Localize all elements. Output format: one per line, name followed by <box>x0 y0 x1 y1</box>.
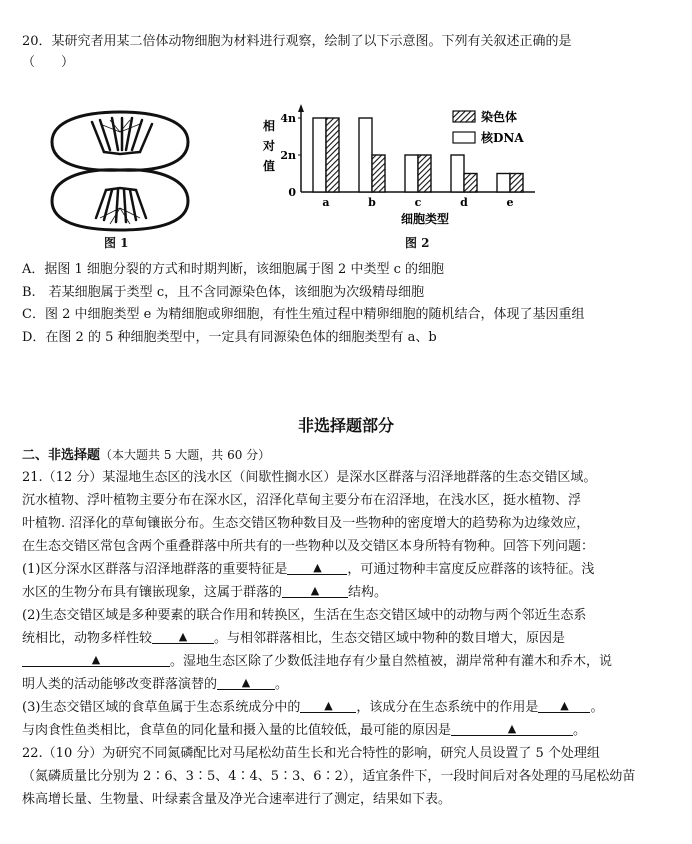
q21-line-10 <box>22 676 288 694</box>
section-title: 非选择题部分 <box>297 416 394 435</box>
y-tick-label: 4n <box>280 112 296 125</box>
q20-option-d: D．在图 2 的 5 种细胞类型中，一定具有同源染色体的细胞类型有 a、b <box>22 330 437 345</box>
q21-line-4: 在生态交错区常包含两个重叠群落中所共有的一些物种以及交错区本身所特有物种。回答下列问题： <box>22 539 595 554</box>
q20-option-b: B. 若某细胞属于类型 c，且不含同源染色体，该细胞为次级精母细胞 <box>22 285 425 300</box>
q21-line-11 <box>22 699 603 717</box>
bar-chromosome-a <box>326 118 339 192</box>
answer-blank-3[interactable] <box>152 630 214 644</box>
q21-3-text-e: 。 <box>573 723 587 738</box>
q21-3-text-d: 与肉食性鱼类相比，食草鱼的同化量和摄入量的比值较低，最可能的原因是 <box>22 723 452 738</box>
bar-dna-d <box>451 155 464 192</box>
bar-dna-b <box>359 118 372 192</box>
blank-marker: ▲ <box>241 676 251 689</box>
q21-line-6 <box>22 584 387 602</box>
answer-blank-5[interactable] <box>217 676 275 690</box>
answer-blank-2[interactable] <box>282 584 348 598</box>
blank-marker: ▲ <box>560 699 569 712</box>
q21-line-5 <box>22 561 594 579</box>
bar-chromosome-e <box>510 174 523 193</box>
legend-swatch-dna <box>453 132 475 143</box>
answer-blank-7[interactable] <box>538 699 590 713</box>
q21-1-text-c: 水区的生物分布具有镶嵌现象，这属于群落的 <box>22 585 283 600</box>
category-label-c: c <box>414 196 422 209</box>
q21-line-9 <box>22 653 612 671</box>
q21-line-1: 21.（12 分）某湿地生态区的浅水区（间歇性搁水区）是深水区群落与沼泽地群落的生态交错区域。 <box>22 470 597 485</box>
q21-3-text-c: 。 <box>590 700 604 715</box>
legend-swatch-chromosome <box>453 111 475 122</box>
q20-option-c: C．图 2 中细胞类型 e 为精细胞或卵细胞，有性生殖过程中精卵细胞的随机结合，体现了基因重组 <box>22 307 585 322</box>
part2-note: （本大题共 5 大题，共 60 分） <box>100 448 271 462</box>
bar-chromosome-d <box>464 174 477 193</box>
figure-2-caption: 图 2 <box>405 236 430 250</box>
q21-line-12 <box>22 722 586 740</box>
blank-marker: ▲ <box>91 653 101 666</box>
bar-dna-a <box>313 118 326 192</box>
category-label-d: d <box>460 196 468 209</box>
q21-2-text-d: 明人类的活动能够改变群落演替的 <box>22 677 218 692</box>
category-label-a: a <box>322 196 330 209</box>
y-axis-label-char: 相 <box>262 119 276 133</box>
cell-outline <box>52 112 188 230</box>
y-tick-label: 2n <box>280 149 296 162</box>
y-tick-label: 0 <box>288 186 296 199</box>
answer-blank-8[interactable] <box>451 722 573 736</box>
blank-marker: ▲ <box>324 699 333 712</box>
answer-blank-6[interactable] <box>300 699 356 713</box>
y-axis-label-char: 值 <box>262 159 276 173</box>
answer-blank-1[interactable] <box>287 561 347 575</box>
q21-line-7: (2)生态交错区域是多种要素的联合作用和转换区，生活在生态交错区域中的动物与两个邻近生态系 <box>22 608 587 623</box>
q21-3-text-b: ，该成分在生态系统中的作用是 <box>356 700 539 715</box>
q21-2-text-b: 。与相邻群落相比，生态交错区域中物种的数目增大，原因是 <box>214 631 566 646</box>
bar-chromosome-c <box>418 155 431 192</box>
bar-dna-c <box>405 155 418 192</box>
q21-2-text-e: 。 <box>275 677 289 692</box>
blank-marker: ▲ <box>310 584 320 597</box>
chromosomes-upper <box>92 118 152 154</box>
bar-dna-e <box>497 174 510 193</box>
part2-heading <box>22 446 270 465</box>
q21-2-text-c: 。湿地生态区除了少数低洼地存有少量自然植被，湖岸常种有灌木和乔木，说 <box>170 654 613 669</box>
y-axis-label-char: 对 <box>262 139 276 153</box>
spindle-upper <box>100 120 140 132</box>
q22-line-2: （氮磷质量比分别为 2∶6、3∶5、4∶4、5∶3、6∶2），适宜条件下，一段时间后对各处理的马尾松幼苗 <box>22 769 636 784</box>
q22-line-3: 株高增长量、生物量、叶绿素含量及净光合速率进行了测定，结果如下表。 <box>22 792 452 807</box>
y-axis-arrow <box>298 104 304 112</box>
q21-1-text-d: 结构。 <box>348 585 388 600</box>
q21-line-2: 沉水植物、浮叶植物主要分布在深水区，沼泽化草甸主要分布在沼泽地，在浅水区，挺水植物、浮 <box>22 493 582 508</box>
category-label-e: e <box>506 196 514 209</box>
q21-2-text-a: 统相比，动物多样性较 <box>22 631 153 646</box>
q20-stem: 20．某研究者用某二倍体动物细胞为材料进行观察，绘制了以下示意图。下列有关叙述正确的是 <box>22 34 572 49</box>
blank-marker: ▲ <box>178 630 188 643</box>
figure-1-caption: 图 1 <box>104 236 129 250</box>
legend-label-dna: 核DNA <box>481 131 524 145</box>
bar-chromosome-b <box>372 155 385 192</box>
q21-1-text-a: (1)区分深水区群落与沼泽地群落的重要特征是 <box>22 562 288 577</box>
blank-marker: ▲ <box>507 722 517 735</box>
q20-answer-paren: （ ） <box>22 55 75 70</box>
answer-blank-4[interactable] <box>22 653 170 667</box>
blank-marker: ▲ <box>313 561 322 574</box>
part2-title: 二、非选择题 <box>22 448 101 463</box>
q21-line-8 <box>22 630 565 648</box>
q21-1-text-b: ，可通过物种丰富度反应群落的该特征。浅 <box>347 562 595 577</box>
legend-label-chromosome: 染色体 <box>481 110 518 124</box>
q21-line-3: 叶植物. 沼泽化的草甸镶嵌分布。生态交错区物种数目及一些物种的密度增大的趋势称为边缘效应， <box>22 516 590 531</box>
x-axis-label: 细胞类型 <box>400 212 450 226</box>
q21-3-text-a: (3)生态交错区域的食草鱼属于生态系统成分中的 <box>22 700 301 715</box>
category-label-b: b <box>368 196 376 209</box>
q20-option-a: A．据图 1 细胞分裂的方式和时期判断，该细胞属于图 2 中类型 c 的细胞 <box>22 262 445 277</box>
figure-1-cell-drawing <box>40 108 200 233</box>
q22-line-1: 22.（10 分）为研究不同氮磷配比对马尾松幼苗生长和光合特性的影响，研究人员设置了 5 个处理组 <box>22 746 600 761</box>
